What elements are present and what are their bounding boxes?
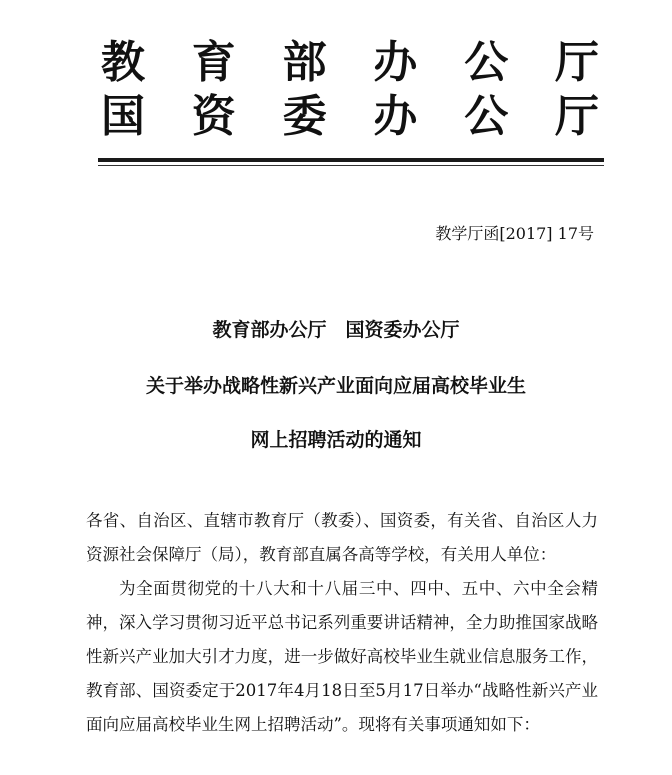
issuer-char: 公 [464,37,509,88]
issuer-char: 厅 [554,91,599,142]
issuer-char: 公 [464,91,509,142]
issuer-char: 育 [191,37,236,88]
title-line-2: 关于举办战略性新兴产业面向应届高校毕业生 [145,375,526,397]
header-rule-thick [98,158,604,162]
issuer-char: 办 [373,37,418,88]
addressee-paragraph: 各省、自治区、直辖市教育厅（教委）、国资委，有关省、自治区人力资源社会保障厅（局），教育部直属各高等学校，有关用人单位： [86,511,598,564]
document-header [98,38,602,146]
header-rule-thin [98,165,604,166]
issuer-char: 国 [101,91,145,142]
issuer-char: 委 [282,91,327,142]
issuer-char: 办 [373,91,418,142]
document-body [86,504,598,742]
title-line-3: 网上招聘活动的通知 [250,429,422,451]
issuer-char: 部 [282,37,327,88]
issuer-char: 厅 [554,37,599,88]
issuer-line-moe [98,38,602,92]
body-paragraph: 为全面贯彻党的十八大和十八届三中、四中、五中、六中全会精神，深入学习贯彻习近平总书记系列重要讲话精神，全力助推国家战略性新兴产业加大引才力度，进一步做好高校毕业生就业信息服务工作，教育部、国资委定于2017年4月18日至5月17日举办“战略性新兴产业面向应届高校毕业生网上招聘活动”。现将有关事项通知如下： [86,579,598,734]
issuer-line-sasac [98,92,602,146]
title-line-1: 教育部办公厅 国资委办公厅 [212,319,460,341]
issuer-char: 教 [101,37,145,88]
document-number: 教学厅函[2017] 17号 [435,224,594,243]
issuer-char: 资 [191,91,236,142]
